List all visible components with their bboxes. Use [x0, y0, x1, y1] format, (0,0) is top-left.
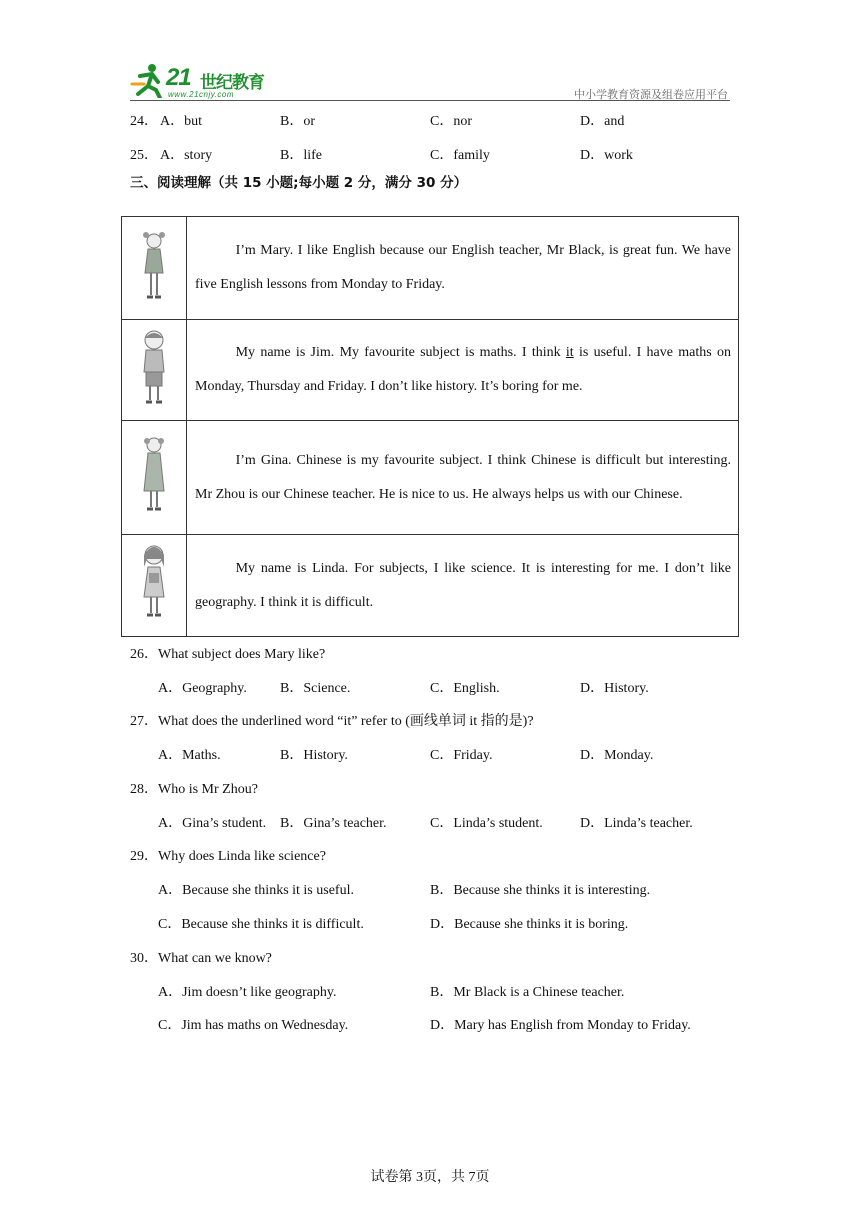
option-d: D．work: [580, 148, 633, 163]
option-a: A．Because she thinks it is useful.: [158, 883, 354, 898]
question-28-stem: 28．Who is Mr Zhou?: [130, 782, 258, 797]
girl-illustration-icon: [122, 535, 187, 637]
underlined-word: it: [565, 345, 574, 360]
option-c: C．nor: [430, 114, 472, 129]
option-c: C．family: [430, 148, 490, 163]
option-d: D．and: [580, 114, 625, 129]
option-b: B．Because she thinks it is interesting.: [430, 883, 651, 898]
option-a: A．Maths.: [158, 748, 221, 763]
option-a: A．Jim doesn’t like geography.: [158, 985, 337, 1000]
header-tagline: 中小学教育资源及组卷应用平台: [574, 88, 728, 101]
question-30-stem: 30．What can we know?: [130, 951, 272, 966]
page-footer: 试卷第 3页，共 7页: [370, 1170, 490, 1185]
question-26-stem: 26．What subject does Mary like?: [130, 647, 326, 662]
option-b: B．life: [280, 148, 322, 163]
question-number: 24．: [130, 114, 158, 129]
section-title: 三、阅读理解（共 15 小题;每小题 2 分，满分 30 分）: [130, 175, 468, 191]
reading-row-linda: [122, 535, 739, 637]
girl-illustration-icon: [122, 421, 187, 535]
option-a: A．but: [160, 114, 202, 129]
passage-mary: I’m Mary. I like English because our English teacher, Mr Black, is great fun. We have five English lessons from Monday to Friday.: [187, 217, 739, 320]
reading-row-gina: [122, 421, 739, 535]
option-d: D．Mary has English from Monday to Friday.: [430, 1018, 691, 1033]
option-b: B．or: [280, 114, 315, 129]
logo-text: 世纪教育: [200, 73, 264, 93]
option-c: C．Because she thinks it is difficult.: [158, 917, 364, 932]
option-a: A．story: [160, 148, 213, 163]
logo-number: 21: [166, 64, 191, 91]
option-d: D．Because she thinks it is boring.: [430, 917, 629, 932]
option-d: D．Monday.: [580, 748, 654, 763]
logo: [130, 62, 280, 100]
reading-row-mary: [122, 217, 739, 320]
option-a: A．Gina’s student.: [158, 816, 267, 831]
logo-url: www.21cnjy.com: [168, 90, 234, 99]
reading-row-jim: [122, 320, 739, 421]
option-d: D．Linda’s teacher.: [580, 816, 693, 831]
option-d: D．History.: [580, 681, 649, 696]
header-divider: [130, 100, 730, 101]
reading-table: [121, 216, 739, 637]
question-27-stem: 27．What does the underlined word “it” refer to (画线单词 it 指的是)?: [130, 714, 534, 729]
question-number: 25．: [130, 148, 158, 163]
option-b: B．Gina’s teacher.: [280, 816, 387, 831]
passage-linda: My name is Linda. For subjects, I like science. It is interesting for me. I don’t like geography. I think it is difficult.: [187, 535, 739, 637]
option-c: C．Friday.: [430, 748, 493, 763]
option-c: C．Jim has maths on Wednesday.: [158, 1018, 349, 1033]
option-b: B．Science.: [280, 681, 351, 696]
passage-jim: My name is Jim. My favourite subject is maths. I think it is useful. I have maths on Monday, Thursday and Friday. I don’t like history. It’s boring for me.: [187, 320, 739, 421]
option-b: B．Mr Black is a Chinese teacher.: [430, 985, 625, 1000]
option-b: B．History.: [280, 748, 348, 763]
option-c: C．Linda’s student.: [430, 816, 543, 831]
passage-gina: I’m Gina. Chinese is my favourite subject. I think Chinese is difficult but interesting. Mr Zhou is our Chinese teacher. He is nice to us. He always helps us with our Chinese.: [187, 421, 739, 535]
running-man-icon: [130, 62, 166, 98]
question-29-stem: 29．Why does Linda like science?: [130, 849, 326, 864]
option-a: A．Geography.: [158, 681, 247, 696]
girl-illustration-icon: [122, 217, 187, 320]
boy-illustration-icon: [122, 320, 187, 421]
option-c: C．English.: [430, 681, 500, 696]
